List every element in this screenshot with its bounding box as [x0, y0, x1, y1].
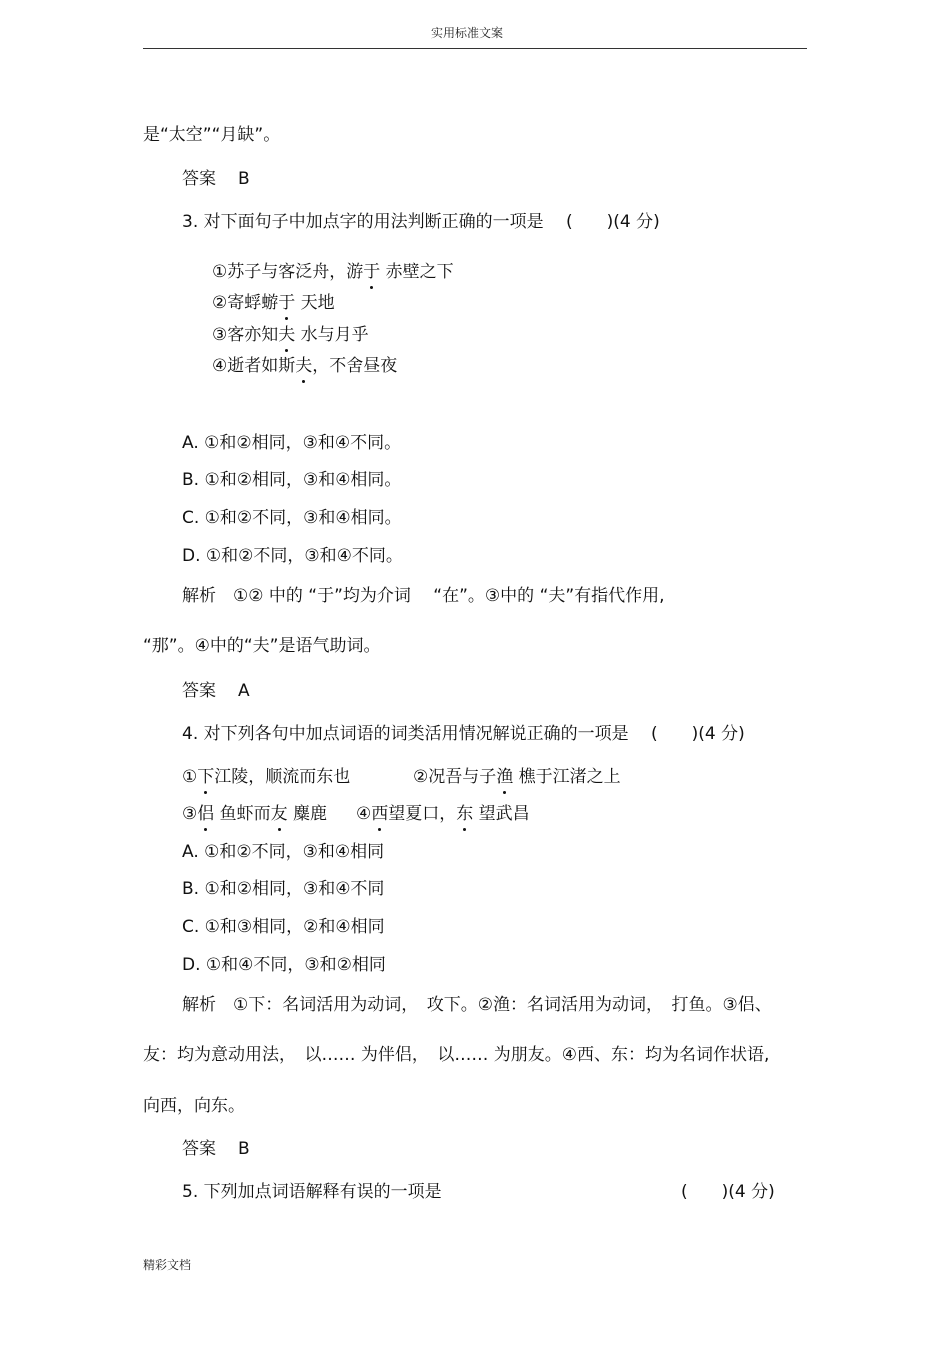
analysis-line: “那”。④中的“夫”是语气助词。 — [143, 636, 381, 656]
header-rule — [143, 48, 807, 49]
sentence — [182, 769, 350, 786]
sentence — [356, 806, 530, 823]
sentence-text: 麋鹿 — [287, 804, 328, 824]
answer-line — [182, 1141, 250, 1158]
dotted-char: 友 — [270, 804, 288, 824]
question-stem: 5. 下列加点词语解释有误的一项是 — [182, 1182, 442, 1202]
answer-letter: A — [238, 681, 250, 701]
sentence-text: ③客亦知 — [212, 325, 279, 345]
sentence-text: ②寄蜉蝣 — [212, 293, 279, 313]
sentence-text: ④ — [356, 804, 372, 824]
text-line: 是“太空”“月缺”。 — [143, 125, 281, 145]
option-d: D. ①和②不同，③和④不同。 — [182, 546, 403, 566]
sentence-text: ，不舍昼夜 — [312, 356, 398, 376]
answer-line — [182, 683, 250, 700]
sentence — [212, 327, 369, 344]
question-stem: 4. 对下列各句中加点词语的词类活用情况解说正确的一项是 ( )(4 分) — [182, 724, 745, 744]
dotted-char: 于 — [363, 262, 381, 282]
sentence-text: 望武昌 — [473, 804, 530, 824]
sentence — [212, 358, 397, 375]
sentence-text: 望夏口， — [388, 804, 457, 824]
option-b: B. ①和②相同，③和④相同。 — [182, 470, 402, 490]
answer-label: 答案 — [182, 169, 216, 189]
sentence-text: 水与月乎 — [295, 325, 369, 345]
sentence — [212, 264, 454, 281]
sentence-text: ①苏子与客泛舟，游 — [212, 262, 364, 282]
sentence — [413, 769, 621, 786]
sentence-text: 天地 — [295, 293, 335, 313]
question-stem: 3. 对下面句子中加点字的用法判断正确的一项是 ( )(4 分) — [182, 212, 660, 232]
option-b: B. ①和②相同，③和④不同 — [182, 879, 385, 899]
dotted-char: 东 — [456, 804, 474, 824]
sentence-text: 鱼虾而 — [214, 804, 271, 824]
option-c: C. ①和③相同，②和④相同 — [182, 917, 385, 937]
dotted-char: 夫 — [295, 356, 313, 376]
dotted-char: 夫 — [278, 325, 296, 345]
analysis-line: 向西，向东。 — [143, 1096, 245, 1116]
sentence-text: 赤壁之下 — [380, 262, 454, 282]
answer-letter: B — [238, 169, 250, 189]
analysis-line: 解析 ①② 中的 “于”均为介词 “在”。③中的 “夫”有指代作用, — [182, 586, 665, 606]
sentence-text: ③ — [182, 804, 198, 824]
sentence-text: 樵于江渚之上 — [513, 767, 621, 787]
analysis-line: 解析 ①下：名词活用为动词， 攻下。②渔：名词活用为动词， 打鱼。③侣、 — [182, 995, 772, 1015]
answer-label: 答案 — [182, 1139, 216, 1159]
answer-label: 答案 — [182, 681, 216, 701]
dotted-char: 西 — [371, 804, 389, 824]
sentence — [212, 295, 335, 312]
sentence-text: ②况吾与子 — [413, 767, 497, 787]
dotted-char: 下 — [197, 767, 215, 787]
dotted-char: 渔 — [496, 767, 514, 787]
answer-letter: B — [238, 1139, 250, 1159]
option-a: A. ①和②相同，③和④不同。 — [182, 433, 402, 453]
sentence-text: ① — [182, 767, 198, 787]
analysis-line: 友：均为意动用法， 以…… 为伴侣， 以…… 为朋友。④西、东：均为名词作状语, — [143, 1045, 770, 1065]
dotted-char: 于 — [278, 293, 296, 313]
page-footer: 精彩文档 — [143, 1258, 192, 1272]
answer-line — [182, 171, 250, 188]
option-d: D. ①和④不同，③和②相同 — [182, 955, 386, 975]
question-score: ( )(4 分) — [681, 1182, 775, 1202]
sentence — [182, 806, 327, 823]
sentence-text: ④逝者如斯 — [212, 356, 296, 376]
option-a: A. ①和②不同，③和④相同 — [182, 842, 385, 862]
dotted-char: 侣 — [197, 804, 215, 824]
page-header: 实用标准文案 — [431, 26, 504, 40]
option-c: C. ①和②不同，③和④相同。 — [182, 508, 402, 528]
sentence-text: 江陵，顺流而东也 — [214, 767, 351, 787]
